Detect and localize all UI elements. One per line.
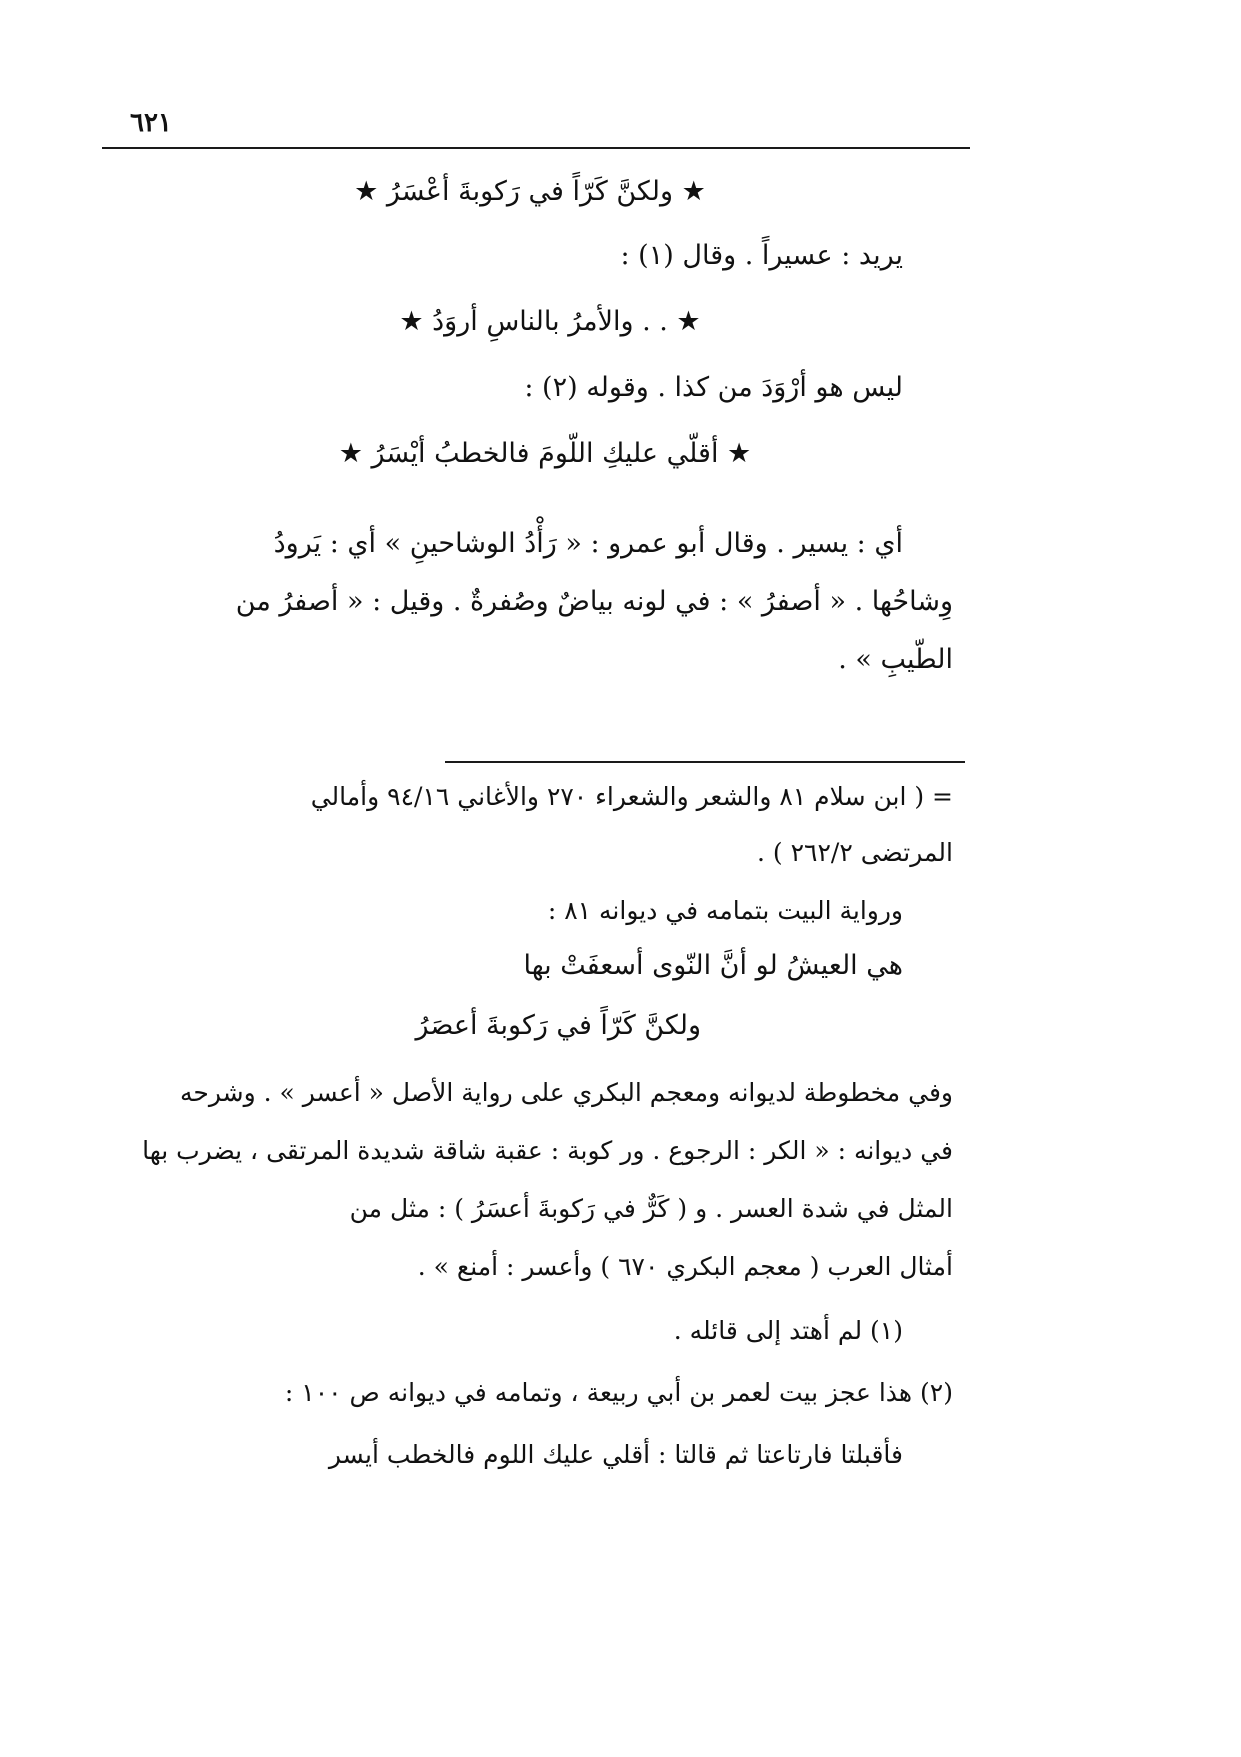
para-line-3: الطّيبِ » . [838, 644, 953, 675]
footnote-riwaya: ورواية البيت بتمامه في ديوانه ٨١ : [547, 896, 903, 925]
footnote-verse-b: ولكنَّ كَرّاً في رَكوبةَ أعصَرُ [415, 1010, 701, 1041]
footnote-verse-a: هي العيشُ لو أنَّ النّوى أسعفَتْ بها [523, 950, 903, 981]
footnote-2: (٢) هذا عجز بيت لعمر بن أبي ربيعة ، وتمامه في ديوانه ص ١٠٠ : [284, 1378, 953, 1407]
text-line-4: ليس هو أرْوَدَ من كذا . وقوله (٢) : [524, 372, 903, 403]
footnote-para-line-3: المثل في شدة العسر . و ( كَرٌّ في رَكوبةَ أعسَرُ ) : مثل من [349, 1194, 953, 1223]
footnote-cont-line-1: = ( ابن سلام ٨١ والشعر والشعراء ٢٧٠ والأغاني ٩٤/١٦ وأمالي [310, 782, 953, 811]
footnote-para-line-1: وفي مخطوطة لديوانه ومعجم البكري على رواية الأصل « أعسر » . وشرحه [180, 1078, 953, 1107]
footnote-rule [445, 761, 965, 763]
verse-2: ★ . . والأمرُ بالناسِ أروَدُ ★ [399, 306, 701, 337]
para-line-2: وِشاحُها . « أصفرُ » : في لونه بياضٌ وصُفرةٌ . وقيل : « أصفرُ من [235, 586, 953, 617]
verse-1: ★ ولكنَّ كَرّاً في رَكوبةَ أعْسَرُ ★ [354, 176, 706, 207]
footnote-2-verse: فأقبلتا فارتاعتا ثم قالتا : أقلي عليك اللوم فالخطب أيسر [328, 1440, 903, 1469]
para-line-1: أي : يسير . وقال أبو عمرو : « رَأْدُ الوشاحينِ » أي : يَرودُ [273, 528, 903, 559]
text-line-2: يريد : عسيراً . وقال (١) : [620, 240, 903, 271]
footnote-para-line-4: أمثال العرب ( معجم البكري ٦٧٠ ) وأعسر : أمنع » . [417, 1252, 953, 1281]
footnote-cont-line-2: المرتضى ٢٦٢/٢ ) . [757, 838, 953, 867]
footnote-para-line-2: في ديوانه : « الكر : الرجوع . ور كوبة : عقبة شاقة شديدة المرتقى ، يضرب بها [142, 1136, 953, 1165]
verse-3: ★ أقلّي عليكِ اللّومَ فالخطبُ أيْسَرُ ★ [338, 438, 752, 469]
page-number: ٦٢١ [130, 108, 172, 138]
footnote-1: (١) لم أهتد إلى قائله . [673, 1316, 903, 1345]
header-rule [102, 147, 970, 149]
